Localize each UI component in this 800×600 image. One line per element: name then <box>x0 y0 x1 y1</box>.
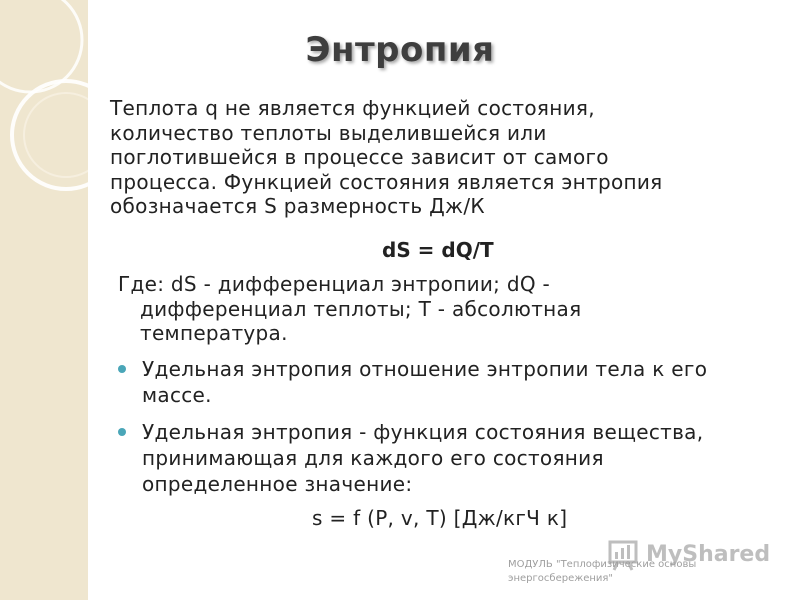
bullet-text: Удельная энтропия отношение энтропии тела к его массе. <box>142 357 708 407</box>
decorative-rings <box>0 0 88 600</box>
bullet-icon <box>118 365 126 373</box>
slide-title: Энтропия <box>305 30 495 70</box>
intro-paragraph: Теплота q не является функцией состояния, количество теплоты выделившейся или поглотившейся в процессе зависит от самого процесса. Функцией состояния является энтропия обозначается S размерность Дж/К <box>110 96 663 218</box>
entropy-formula: dS = dQ/T <box>382 238 494 262</box>
bullet-text: Удельная энтропия - функция состояния вещества, принимающая для каждого его состояния определенное значение: <box>142 420 704 496</box>
bullet-icon <box>118 428 126 436</box>
watermark-text: MyShared <box>646 542 771 567</box>
specific-entropy-formula: s = f (P, v, T) [Дж/кгЧ к] <box>312 506 568 530</box>
formula-legend: Где: dS - дифференциал энтропии; dQ - дифференциал теплоты; Т - абсолютная температура. <box>118 272 582 345</box>
decorative-side-band <box>0 0 88 600</box>
footer-caption: МОДУЛЬ "Теплофизические основы энергосбережения" <box>508 559 697 584</box>
